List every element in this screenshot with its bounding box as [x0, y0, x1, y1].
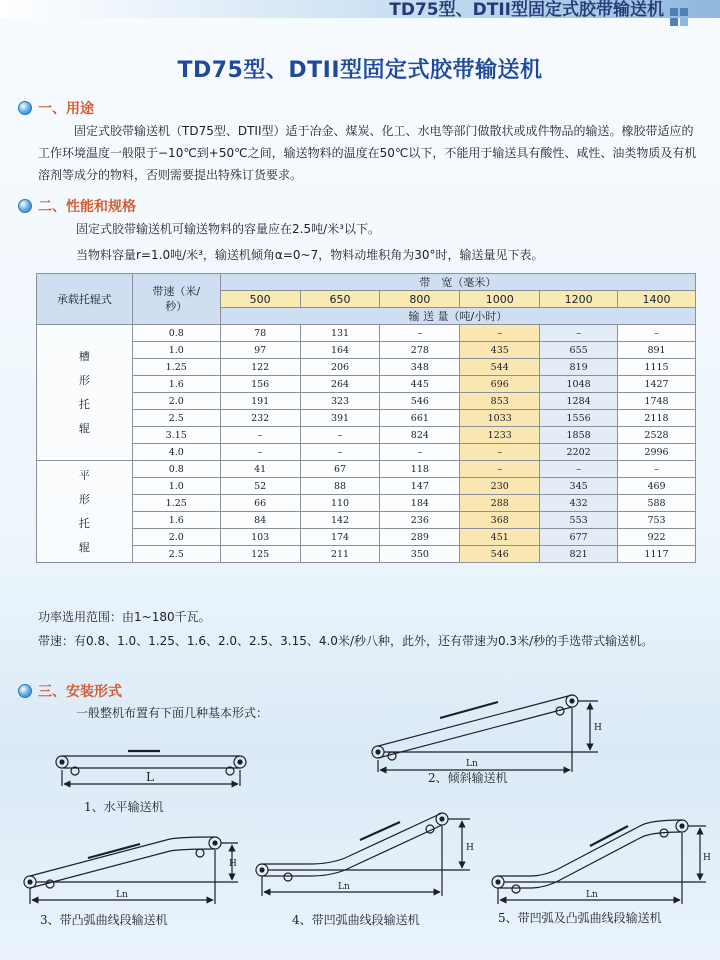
d5-label-ln: Ln [586, 890, 598, 900]
header-width-1000: 1000 [460, 291, 540, 308]
capacity-cell: 821 [540, 546, 618, 563]
performance-line-1: 固定式胶带输送机可输送物料的容量应在2.5吨/米³以下。 [76, 222, 380, 236]
d4-caption: 4、带凹弧曲线段输送机 [292, 913, 420, 927]
belt-speed-cell: 2.5 [132, 410, 220, 427]
capacity-cell: 2528 [618, 427, 696, 444]
capacity-cell: 1858 [540, 427, 618, 444]
capacity-cell: – [300, 444, 380, 461]
capacity-cell: 922 [618, 529, 696, 546]
belt-speed-cell: 1.25 [132, 359, 220, 376]
capacity-cell: 41 [220, 461, 300, 478]
header-idler-type: 承载托辊式 [37, 274, 133, 325]
capacity-cell: 696 [460, 376, 540, 393]
capacity-cell: 677 [540, 529, 618, 546]
idler-group-label: 平形托辊 [78, 468, 90, 554]
d1-label-l: L [146, 770, 154, 784]
diagram-concave-convex [492, 820, 706, 904]
capacity-cell: 88 [300, 478, 380, 495]
performance-line-2: 当物料容量r=1.0吨/米³，输送机倾角α=0~7，物料动堆积角为30°时，输送量见下表。 [76, 248, 544, 262]
capacity-cell: – [380, 444, 460, 461]
capacity-cell: 368 [460, 512, 540, 529]
capacity-cell: 1284 [540, 393, 618, 410]
capacity-cell: 1048 [540, 376, 618, 393]
capacity-cell: 289 [380, 529, 460, 546]
diagram-inclined [372, 695, 598, 772]
capacity-cell: 445 [380, 376, 460, 393]
capacity-cell: 553 [540, 512, 618, 529]
header-belt-speed-text: 带速（米/秒） [152, 285, 201, 313]
d2-label-h: H [594, 723, 602, 733]
capacity-cell: 97 [220, 342, 300, 359]
capacity-cell: 1748 [618, 393, 696, 410]
belt-speed-cell: 0.8 [132, 461, 220, 478]
capacity-cell: 345 [540, 478, 618, 495]
section-performance-title: 二、性能和规格 [38, 199, 136, 215]
capacity-cell: 110 [300, 495, 380, 512]
capacity-cell: 1115 [618, 359, 696, 376]
header-width-500: 500 [220, 291, 300, 308]
capacity-cell: 819 [540, 359, 618, 376]
capacity-cell: – [540, 461, 618, 478]
capacity-cell: 125 [220, 546, 300, 563]
capacity-cell: 131 [300, 325, 380, 342]
d5-caption: 5、带凹弧及凸弧曲线段输送机 [498, 911, 662, 925]
belt-speed-cell: 0.8 [132, 325, 220, 342]
section-install-title: 三、安装形式 [38, 684, 122, 700]
belt-speed-cell: 2.0 [132, 393, 220, 410]
power-note: 功率选用范围：由1~180千瓦。 [38, 610, 211, 624]
capacity-cell: – [618, 461, 696, 478]
capacity-cell: 232 [220, 410, 300, 427]
capacity-cell: 288 [460, 495, 540, 512]
capacity-cell: 753 [618, 512, 696, 529]
capacity-cell: 66 [220, 495, 300, 512]
capacity-cell: 103 [220, 529, 300, 546]
capacity-cell: 184 [380, 495, 460, 512]
d3-label-h: H [229, 859, 237, 869]
capacity-cell: 2202 [540, 444, 618, 461]
capacity-cell: 84 [220, 512, 300, 529]
capacity-cell: 206 [300, 359, 380, 376]
header-width-1200: 1200 [540, 291, 618, 308]
capacity-cell: 118 [380, 461, 460, 478]
belt-speed-cell: 1.0 [132, 478, 220, 495]
header-width-650: 650 [300, 291, 380, 308]
capacity-cell: 156 [220, 376, 300, 393]
capacity-cell: 544 [460, 359, 540, 376]
d3-label-ln: Ln [116, 890, 128, 900]
usage-paragraph: 固定式胶带输送机（TD75型、DTII型）适于冶金、煤炭、化工、水电等部门做散状或成件物品的输送。橡胶带适应的工作环境温度一般限于−10℃到+50℃之间，输送物料的温度在50℃以下，不能用于输送具有酸性、咸性、油类物质及有机溶剂等成分的物料，否则需要提出特殊订货要求。 [38, 124, 697, 182]
capacity-cell: 1556 [540, 410, 618, 427]
d1-caption: 1、水平输送机 [84, 800, 164, 814]
belt-speed-cell: 1.6 [132, 376, 220, 393]
d4-label-ln: Ln [338, 882, 350, 892]
page-title: TD75型、DTII型固定式胶带输送机 [177, 58, 543, 83]
capacity-cell: 1033 [460, 410, 540, 427]
capacity-cell: 2118 [618, 410, 696, 427]
idler-group-label: 槽形托辊 [78, 349, 90, 435]
capacity-cell: 78 [220, 325, 300, 342]
capacity-cell: 655 [540, 342, 618, 359]
belt-speed-cell: 1.25 [132, 495, 220, 512]
capacity-cell: 191 [220, 393, 300, 410]
belt-speed-cell: 4.0 [132, 444, 220, 461]
capacity-cell: – [380, 325, 460, 342]
d3-caption: 3、带凸弧曲线段输送机 [40, 913, 168, 927]
belt-speed-cell: 2.0 [132, 529, 220, 546]
diagram-concave [256, 813, 470, 896]
capacity-cell: 1233 [460, 427, 540, 444]
capacity-cell: 391 [300, 410, 380, 427]
capacity-cell: 546 [380, 393, 460, 410]
capacity-cell: 174 [300, 529, 380, 546]
capacity-cell: 350 [380, 546, 460, 563]
belt-speed-cell: 1.6 [132, 512, 220, 529]
capacity-cell: 142 [300, 512, 380, 529]
capacity-cell: – [460, 444, 540, 461]
capacity-cell: – [618, 325, 696, 342]
capacity-cell: – [300, 427, 380, 444]
capacity-cell: 67 [300, 461, 380, 478]
d4-label-h: H [466, 843, 474, 853]
capacity-cell: 230 [460, 478, 540, 495]
capacity-cell: 1117 [618, 546, 696, 563]
capacity-cell: 546 [460, 546, 540, 563]
d2-label-ln: Ln [466, 759, 478, 769]
capacity-cell: – [540, 325, 618, 342]
d5-label-h: H [703, 853, 711, 863]
capacity-cell: 236 [380, 512, 460, 529]
capacity-cell: 588 [618, 495, 696, 512]
d2-caption: 2、倾斜输送机 [428, 771, 508, 785]
header-volume: 输 送 量（吨/小时） [220, 308, 695, 325]
capacity-cell: 661 [380, 410, 460, 427]
capacity-cell: 469 [618, 478, 696, 495]
capacity-cell: 278 [380, 342, 460, 359]
capacity-cell: 211 [300, 546, 380, 563]
belt-speed-cell: 3.15 [132, 427, 220, 444]
header-width-1400: 1400 [618, 291, 696, 308]
capacity-cell: 1427 [618, 376, 696, 393]
capacity-cell: 451 [460, 529, 540, 546]
belt-speed-cell: 1.0 [132, 342, 220, 359]
capacity-cell: 264 [300, 376, 380, 393]
capacity-cell: – [220, 444, 300, 461]
capacity-cell: 122 [220, 359, 300, 376]
capacity-cell: 432 [540, 495, 618, 512]
capacity-cell: 348 [380, 359, 460, 376]
capacity-cell: 147 [380, 478, 460, 495]
capacity-cell: 2996 [618, 444, 696, 461]
capacity-cell: – [460, 461, 540, 478]
capacity-cell: 164 [300, 342, 380, 359]
section-usage-title: 一、用途 [38, 101, 94, 117]
belt-speed-cell: 2.5 [132, 546, 220, 563]
capacity-cell: 323 [300, 393, 380, 410]
capacity-cell: 891 [618, 342, 696, 359]
header-belt-width: 带 宽（毫米） [220, 274, 695, 291]
speed-note: 带速：有0.8、1.0、1.25、1.6、2.0、2.5、3.15、4.0米/秒八种，此外，还有带速为0.3米/秒的手选带式输送机。 [38, 634, 654, 648]
capacity-cell: – [220, 427, 300, 444]
diagram-convex [24, 837, 238, 904]
header-width-800: 800 [380, 291, 460, 308]
capacity-cell: – [460, 325, 540, 342]
capacity-cell: 435 [460, 342, 540, 359]
capacity-cell: 853 [460, 393, 540, 410]
capacity-cell: 52 [220, 478, 300, 495]
header-title: TD75型、DTII型固定式胶带输送机 [389, 0, 664, 20]
install-intro: 一般整机布置有下面几种基本形式： [76, 706, 269, 720]
capacity-cell: 824 [380, 427, 460, 444]
